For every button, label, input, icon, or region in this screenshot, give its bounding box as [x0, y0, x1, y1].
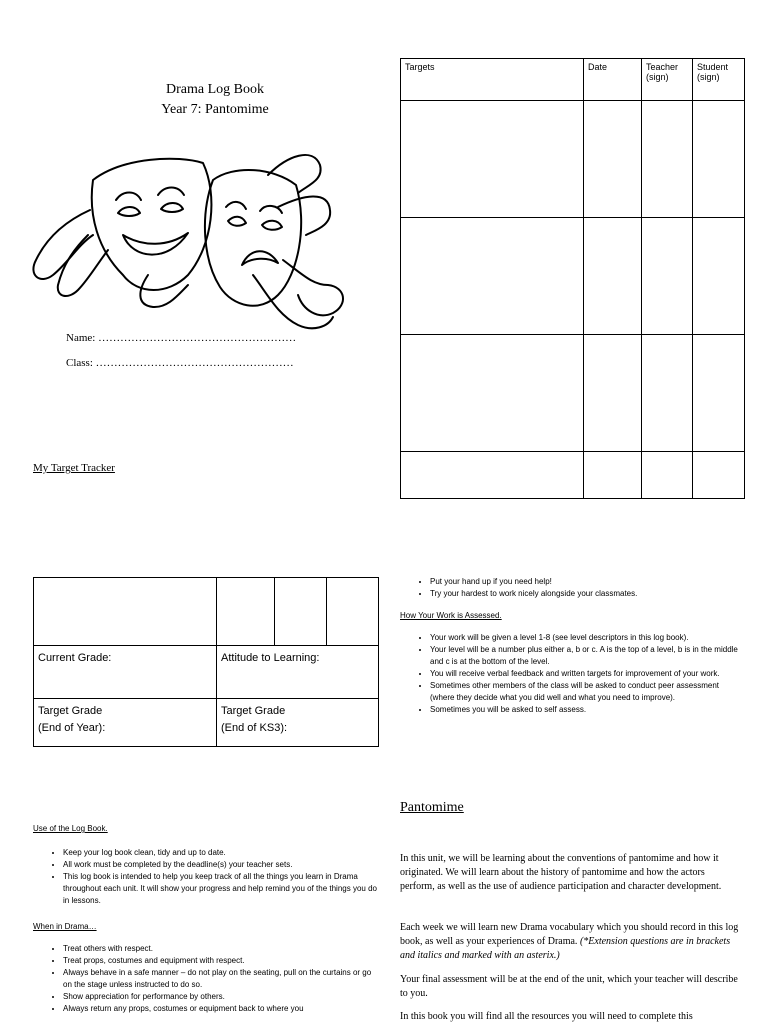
target-cell[interactable] — [401, 335, 584, 452]
header-student: Student (sign) — [693, 59, 745, 101]
in-drama-list — [33, 943, 378, 1015]
date-cell[interactable] — [584, 452, 642, 499]
date-cell[interactable] — [584, 218, 642, 335]
grade-table — [33, 577, 379, 747]
teacher-sign-cell[interactable] — [642, 101, 693, 218]
pantomime-title: Pantomime — [400, 800, 464, 815]
table-row — [401, 101, 745, 218]
classroom-rules — [400, 576, 745, 600]
table-row — [401, 218, 745, 335]
list-item: • Always return any props, costumes or equipment back to where you — [63, 1003, 378, 1015]
student-sign-cell[interactable] — [693, 218, 745, 335]
cover-title — [130, 80, 300, 120]
target-tracker-heading: My Target Tracker — [33, 462, 115, 474]
date-cell[interactable] — [584, 335, 642, 452]
list-item: • Always behave in a safe manner – do not play on the seating, pull on the curtains or go on the stage unless instructed to do so. — [63, 967, 378, 991]
teacher-sign-cell[interactable] — [642, 452, 693, 499]
theatre-masks-icon — [28, 135, 358, 335]
assessment-paragraph: Your final assessment will be at the end of the unit, which your teacher will describe to you. — [400, 974, 738, 999]
targets-table — [400, 58, 745, 499]
assessment-list — [400, 632, 745, 716]
list-item: • All work must be completed by the deadline(s) your teacher sets. — [63, 859, 378, 871]
list-item: • This log book is intended to help you keep track of all the things you learn in Drama throughout each unit. It will show your progress and help remind you of the things you do in lessons. — [63, 871, 378, 907]
student-sign-cell[interactable] — [693, 335, 745, 452]
date-cell[interactable] — [584, 101, 642, 218]
intro-paragraph: In this unit, we will be learning about the conventions of pantomime and how it originated. We will learn about the history of pantomime and how the actors perform, as well as the use of audience participation and character development. — [400, 853, 722, 892]
blank-cell — [34, 578, 217, 646]
log-book-title: Drama Log Book — [166, 82, 264, 97]
header-date: Date — [584, 59, 642, 101]
target-cell[interactable] — [401, 452, 584, 499]
target-grade-ks3-cell[interactable]: Target Grade (End of KS3): — [217, 699, 379, 747]
list-item: • Keep your log book clean, tidy and up to date. — [63, 847, 378, 859]
unit-subtitle: Year 7: Pantomime — [161, 102, 269, 117]
resources-paragraph: In this book you will find all the resources you will need to complete this — [400, 1011, 693, 1022]
blank-cell — [217, 578, 275, 646]
header-targets: Targets — [401, 59, 584, 101]
blank-cell — [275, 578, 327, 646]
target-grade-year-cell[interactable]: Target Grade (End of Year): — [34, 699, 217, 747]
list-item: • Put your hand up if you need help! — [430, 576, 745, 588]
list-item: • Show appreciation for performance by others. — [63, 991, 378, 1003]
list-item: • Your level will be a number plus either a, b or c. A is the top of a level, b is in the middle and c is at the bottom of the level. — [430, 644, 745, 668]
header-teacher: Teacher (sign) — [642, 59, 693, 101]
list-item: • Sometimes other members of the class will be asked to conduct peer assessment (where they decide what you did well and what you need to improve). — [430, 680, 745, 704]
vocabulary-paragraph: Each week we will learn new Drama vocabulary which you should record in this log book, as well as your experiences of Drama. (*Extension questions are in brackets and italics and marked with an asterix.) — [400, 922, 739, 961]
student-sign-cell[interactable] — [693, 452, 745, 499]
use-log-heading: Use of the Log Book. — [33, 824, 108, 833]
current-grade-cell[interactable]: Current Grade: — [34, 646, 217, 699]
list-item: • You will receive verbal feedback and written targets for improvement of your work. — [430, 668, 745, 680]
table-row — [401, 335, 745, 452]
assessment-heading: How Your Work is Assessed. — [400, 611, 502, 620]
teacher-sign-cell[interactable] — [642, 218, 693, 335]
list-item: • Your work will be given a level 1-8 (see level descriptors in this log book). — [430, 632, 745, 644]
table-row — [401, 452, 745, 499]
list-item: • Treat others with respect. — [63, 943, 378, 955]
list-item: • Treat props, costumes and equipment with respect. — [63, 955, 378, 967]
use-log-list — [33, 847, 378, 907]
list-item: • Sometimes you will be asked to self assess. — [430, 704, 745, 716]
target-cell[interactable] — [401, 218, 584, 335]
list-item: • Try your hardest to work nicely alongside your classmates. — [430, 588, 745, 600]
attitude-cell[interactable]: Attitude to Learning: — [217, 646, 379, 699]
name-field[interactable]: Name: ……………………………………………… — [66, 332, 297, 344]
in-drama-heading: When in Drama… — [33, 922, 97, 931]
student-sign-cell[interactable] — [693, 101, 745, 218]
class-field[interactable]: Class: ……………………………………………… — [66, 357, 294, 369]
blank-cell — [327, 578, 379, 646]
target-cell[interactable] — [401, 101, 584, 218]
teacher-sign-cell[interactable] — [642, 335, 693, 452]
